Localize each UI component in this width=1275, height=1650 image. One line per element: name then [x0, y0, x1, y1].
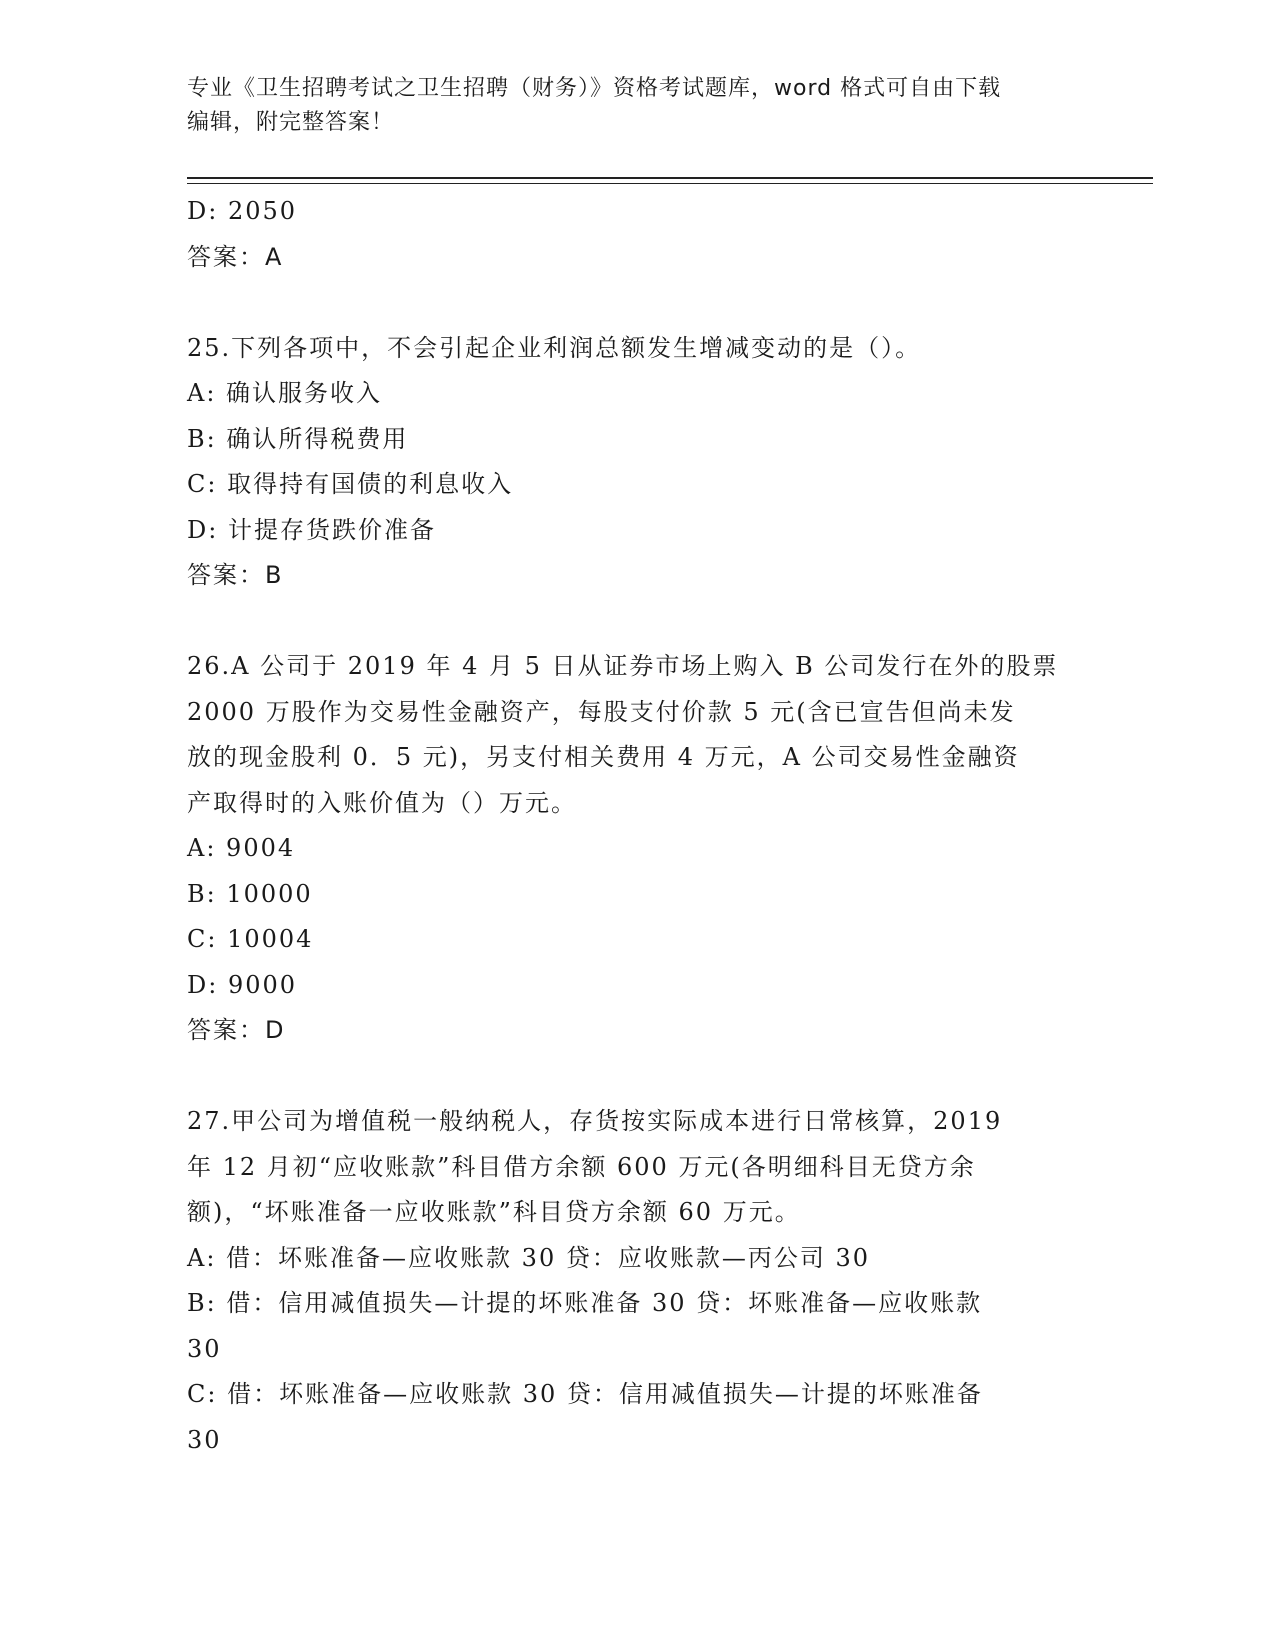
stem-line: 26.A 公司于 2019 年 4 月 5 日从证券市场上购入 B 公司发行在外的股票 [187, 652, 1059, 680]
stem-line: 放的现金股利 0．5 元)，另支付相关费用 4 万元，A 公司交易性金融资 [187, 743, 1020, 771]
header-line-1: 专业《卫生招聘考试之卫生招聘（财务）》资格考试题库，word 格式可自由下载 [187, 76, 1002, 101]
spacer [187, 280, 1087, 326]
option-b: B: 借：信用减值损失—计提的坏账准备 30 贷：坏账准备—应收账款 [187, 1289, 983, 1317]
option-b: B: 确认所得税费用 [187, 424, 409, 453]
option-c-continued: 30 [187, 1425, 222, 1454]
option-d: D: 计提存货跌价准备 [187, 515, 436, 544]
question-27 [187, 1099, 1087, 1463]
option-a: A: 借：坏账准备—应收账款 30 贷：应收账款—丙公司 30 [187, 1243, 871, 1272]
answer-line: 答案：B [187, 561, 284, 589]
question-stem: 25.下列各项中，不会引起企业利润总额发生增减变动的是（）。 [187, 333, 922, 362]
question-25 [187, 326, 1087, 599]
spacer [187, 1054, 1087, 1100]
previous-question-tail [187, 189, 1087, 280]
header-divider-thick [187, 177, 1153, 179]
option-d: D: 9000 [187, 970, 298, 999]
option-b-continued: 30 [187, 1334, 222, 1363]
option-c: C: 借：坏账准备—应收账款 30 贷：信用减值损失—计提的坏账准备 [187, 1380, 983, 1408]
option-b: B: 10000 [187, 879, 313, 908]
option-c: C: 取得持有国债的利息收入 [187, 470, 514, 498]
header-line-2: 编辑，附完整答案！ [187, 110, 395, 135]
header-divider-thin [187, 183, 1153, 184]
option-a: A: 确认服务收入 [187, 379, 383, 407]
option-a: A: 9004 [187, 834, 296, 862]
stem-line: 2000 万股作为交易性金融资产，每股支付价款 5 元(含已宣告但尚未发 [187, 697, 1016, 726]
stem-line: 27.甲公司为增值税一般纳税人，存货按实际成本进行日常核算，2019 [187, 1107, 1003, 1135]
question-stem [187, 644, 1087, 826]
option-c: C: 10004 [187, 925, 314, 953]
question-stem [187, 1099, 1087, 1236]
stem-line: 产取得时的入账价值为（）万元。 [187, 788, 577, 817]
question-26 [187, 644, 1087, 1054]
spacer [187, 599, 1087, 645]
option-d: D: 2050 [187, 197, 298, 225]
answer-line: 答案：D [187, 1016, 286, 1044]
question-content [187, 189, 1087, 1463]
page-header [187, 72, 1087, 140]
stem-line: 年 12 月初“应收账款”科目借方余额 600 万元(各明细科目无贷方余 [187, 1152, 976, 1181]
stem-line: 额)，“坏账准备一应收账款”科目贷方余额 60 万元。 [187, 1198, 801, 1226]
answer-line: 答案：A [187, 242, 284, 271]
